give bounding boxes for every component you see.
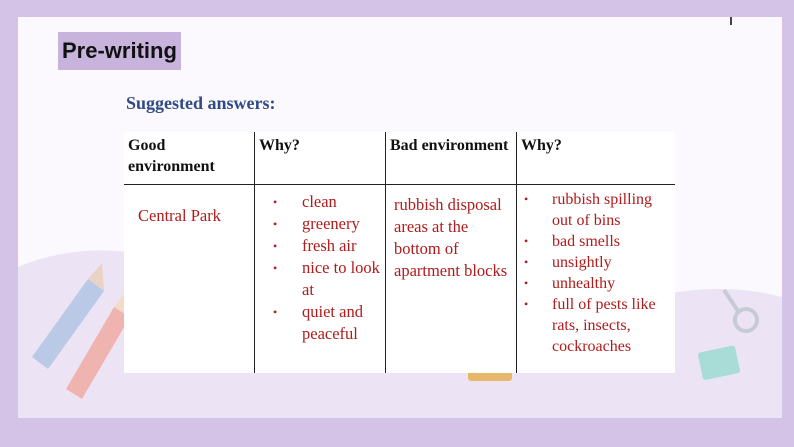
table-header-row [124, 132, 675, 185]
slide [18, 17, 782, 418]
bullet-dot-icon: • [273, 305, 278, 319]
list-item: • nice to look at [273, 258, 380, 299]
header-bad-environment: Bad environment [386, 132, 517, 185]
bullet-dot-icon: • [273, 261, 278, 275]
list-item: • unhealthy [524, 275, 616, 292]
bullet-dot-icon: • [524, 234, 529, 248]
bullet-dot-icon: • [273, 239, 278, 253]
bullet-dot-icon: • [273, 217, 278, 231]
bad-place-cell: rubbish disposal areas at the bottom of apartment blocks [386, 185, 517, 374]
good-place-cell: Central Park [138, 206, 221, 225]
list-item: • bad smells [524, 233, 620, 250]
list-item: • fresh air [273, 236, 357, 255]
top-divider-mark [730, 17, 732, 25]
list-item: • rubbish spilling out of bins [524, 191, 653, 229]
bullet-dot-icon: • [273, 195, 278, 209]
bullet-dot-icon: • [524, 276, 529, 290]
list-item: • full of pests like rats, insects, cockroaches [524, 296, 656, 355]
header-good-environment: Good environment [124, 132, 255, 185]
bad-reasons-cell [517, 185, 676, 374]
subtitle: Suggested answers: [126, 93, 276, 113]
table-row [124, 185, 675, 374]
page-title: Pre-writing [62, 38, 177, 63]
list-item: • greenery [273, 214, 360, 233]
title-box [58, 32, 181, 70]
list-item: • unsightly [524, 254, 612, 271]
bullet-dot-icon: • [524, 297, 529, 311]
good-reasons-cell [255, 185, 386, 374]
list-item: • quiet and peaceful [273, 302, 363, 343]
answers-table [124, 132, 675, 373]
header-why-bad: Why? [517, 132, 676, 185]
bullet-dot-icon: • [524, 192, 529, 206]
bullet-dot-icon: • [524, 255, 529, 269]
header-why-good: Why? [255, 132, 386, 185]
list-item: • clean [273, 192, 337, 211]
